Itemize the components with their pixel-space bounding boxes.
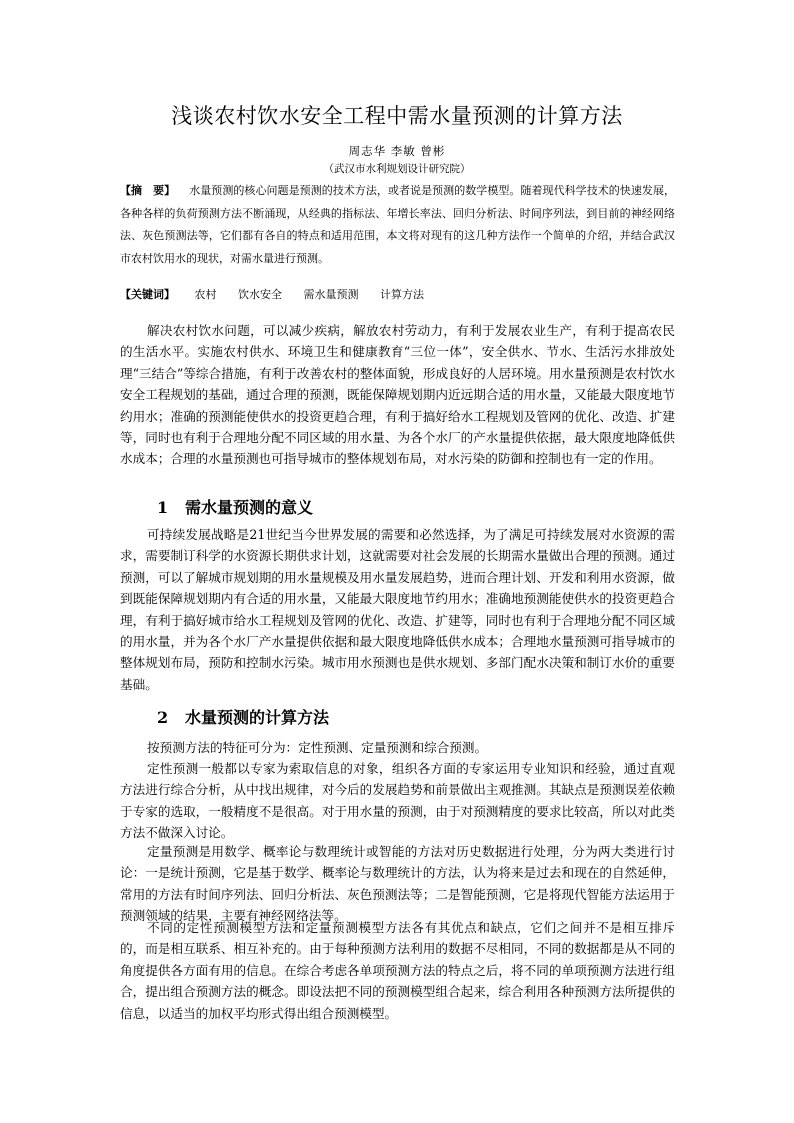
keyword-item: 饮水安全 — [238, 288, 282, 301]
keyword-item: 农村 — [194, 288, 217, 301]
section-paragraph: 可持续发展战略是21世纪当今世界发展的需要和必然选择，为了满足可持续发展对水资源的需求，需要制订科学的水资源长期供求计划，这就需要对社会发展的长期需水量做出合理的预测。通过预测，可以了解城市规划期的用水量规模及用水量发展趋势，进而合理计划、开发和利用水资源，做到既能保障规划期内有合适的用水量，又能最大限度地节约用水；准确地预测能使供水的投资更趋合理，有利于搞好城市给水工程规划及管网的优化、改造、扩建等，同时也有利于合理地分配不同区域的用水量，并为各个水厂产水量提供依据和最大限度地降低供水成本；合理地水量预测可指导城市的整体规划布局，预防和控制水污染。城市用水预测也是供水规划、多部门配水决策和制订水价的重要基础。 — [120, 527, 675, 692]
section-paragraph: 按预测方法的特征可分为：定性预测、定量预测和综合预测。 — [147, 740, 488, 755]
paper-authors: 周志华 李敏 曾彬 — [348, 144, 446, 158]
abstract-text: 水量预测的核心问题是预测的技术方法，或者说是预测的数学模型。随着现代科学技术的快速发展，各种各样的负荷预测方法不断涌现，从经典的指标法、年增长率法、回归分析法、时间序列法，到目前的神经网络法、灰色预测法等，它们都有各自的特点和适用范围，本文将对现有的这几种方法作一个简单的介绍，并结合武汉市农村饮用水的现状，对需水量进行预测。 — [120, 184, 676, 265]
paper-title: 浅谈农村饮水安全工程中需水量预测的计算方法 — [171, 104, 623, 128]
keywords-block — [120, 284, 675, 306]
section-number: 1 — [157, 498, 169, 517]
abstract-block — [120, 180, 675, 270]
section-number: 2 — [157, 708, 169, 727]
intro-paragraph: 解决农村饮水问题，可以减少疾病，解放农村劳动力，有利于发展农业生产，有利于提高农民的生活水平。实施农村供水、环境卫生和健康教育“三位一体”，安全供水、节水、生活污水排放处理“三结合”等综合措施，有利于改善农村的整体面貌，形成良好的人居环境。用水量预测是农村饮水安全工程规划的基础，通过合理的预测，既能保障规划期内近远期合适的用水量，又能最大限度地节约用水；准确的预测能使供水的投资更趋合理，有利于搞好给水工程规划及管网的优化、改造、扩建等，同时也有利于合理地分配不同区域的用水量、为各个水厂的产水量提供依据，最大限度地降低供水成本；合理的水量预测也可指导城市的整体规划布局，对水污染的防御和控制也有一定的作用。 — [120, 323, 675, 467]
keywords-label: 【关键词】 — [120, 288, 175, 301]
section-paragraph: 定性预测一般都以专家为索取信息的对象，组织各方面的专家运用专业知识和经验，通过直观方法进行综合分析，从中找出规律，对今后的发展趋势和前景做出主观推测。其缺点是预测误差依赖于专家的选取，一般精度不是很高。对于用水量的预测，由于对预测精度的要求比较高，所以对此类方法不做深入讨论。 — [120, 761, 675, 841]
section-title: 需水量预测的意义 — [185, 498, 314, 517]
section-paragraph: 定量预测是用数学、概率论与数理统计或智能的方法对历史数据进行处理，分为两大类进行讨论：一是统计预测，它是基于数学、概率论与数理统计的方法，认为将来是过去和现在的自然延伸，常用的方法有时间序列法、回归分析法、灰色预测法等；二是智能预测，它是将现代智能方法运用于预测领域的结果，主要有神经网络法等。 — [120, 844, 675, 924]
section-title: 水量预测的计算方法 — [185, 708, 330, 727]
abstract-label: 【摘 要】 — [120, 184, 176, 197]
keyword-item: 计算方法 — [380, 288, 424, 301]
section-paragraph: 不同的定性预测模型方法和定量预测模型方法各有其优点和缺点，它们之间并不是相互排斥的，而是相互联系、相互补充的。由于每种预测方法利用的数据不尽相同，不同的数据都是从不同的角度提供各方面有用的信息。在综合考虑各单项预测方法的特点之后，将不同的单项预测方法进行组合，提出组合预测方法的概念。即设法把不同的预测模型组合起来，综合利用各种预测方法所提供的信息，以适当的加权平均形式得出组合预测模型。 — [120, 920, 675, 1021]
section-heading — [157, 497, 313, 519]
keyword-item: 需水量预测 — [303, 288, 359, 301]
section-heading — [157, 707, 329, 729]
paper-affiliation: （武汉市水利规划设计研究院） — [323, 163, 471, 175]
